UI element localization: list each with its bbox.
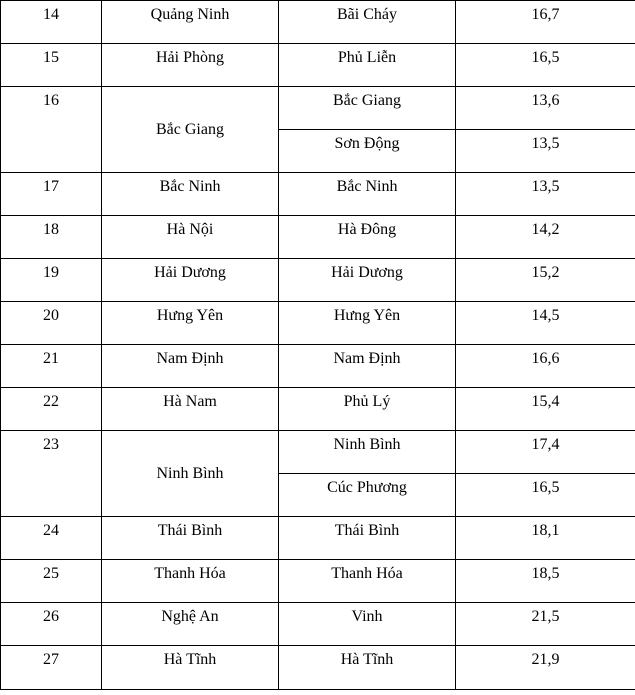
province-cell xyxy=(102,431,279,517)
row-number-cell xyxy=(1,259,102,302)
temperature-cell xyxy=(456,603,635,646)
temperature-cell xyxy=(456,302,635,345)
table-row xyxy=(1,517,635,560)
temperature-cell xyxy=(456,259,635,302)
temperature-value: 13,5 xyxy=(531,135,560,152)
temperature-cell xyxy=(456,517,635,560)
station-cell xyxy=(279,1,456,44)
temperature-value: 14,2 xyxy=(531,221,560,238)
row-number: 20 xyxy=(43,307,59,324)
province-cell xyxy=(102,646,279,690)
table-row xyxy=(1,431,635,474)
province-cell xyxy=(102,44,279,87)
row-number-cell xyxy=(1,87,102,173)
row-number: 15 xyxy=(43,49,59,66)
temperature-value: 16,6 xyxy=(531,350,560,367)
province-cell xyxy=(102,216,279,259)
province-cell xyxy=(102,302,279,345)
table-row xyxy=(1,173,635,216)
table-row xyxy=(1,216,635,259)
province-cell xyxy=(102,517,279,560)
row-number-cell xyxy=(1,1,102,44)
temperature-value: 15,4 xyxy=(531,393,560,410)
table-row xyxy=(1,388,635,431)
temperature-cell xyxy=(456,87,635,130)
table-row xyxy=(1,44,635,87)
station-cell xyxy=(279,345,456,388)
station-cell xyxy=(279,388,456,431)
province-name: Nghệ An xyxy=(161,608,219,625)
row-number-cell xyxy=(1,646,102,690)
temperature-cell xyxy=(456,345,635,388)
station-name: Hưng Yên xyxy=(333,307,401,324)
station-name: Hà Đông xyxy=(337,221,397,238)
province-name: Bắc Ninh xyxy=(159,178,221,195)
row-number-cell xyxy=(1,302,102,345)
row-number-cell xyxy=(1,216,102,259)
table-row xyxy=(1,302,635,345)
row-number: 16 xyxy=(43,92,59,109)
province-name: Ninh Bình xyxy=(156,464,224,482)
temperature-cell xyxy=(456,130,635,173)
station-name: Hải Dương xyxy=(331,264,403,281)
station-name: Thanh Hóa xyxy=(331,565,403,582)
row-number-cell xyxy=(1,431,102,517)
province-name: Hải Dương xyxy=(154,264,226,281)
province-cell xyxy=(102,388,279,431)
station-name: Phủ Liễn xyxy=(337,49,397,66)
row-number-cell xyxy=(1,603,102,646)
table-row xyxy=(1,560,635,603)
province-name: Hà Tĩnh xyxy=(163,651,217,668)
province-cell xyxy=(102,87,279,173)
table-row xyxy=(1,1,635,44)
province-name: Hà Nội xyxy=(166,221,214,238)
temperature-value: 16,5 xyxy=(531,49,560,66)
province-name: Hải Phòng xyxy=(156,49,224,66)
temperature-value: 21,9 xyxy=(531,651,560,668)
province-cell xyxy=(102,345,279,388)
station-name: Bắc Giang xyxy=(333,92,401,109)
row-number: 27 xyxy=(43,651,59,668)
station-name: Ninh Bình xyxy=(333,436,401,453)
table-body xyxy=(1,1,635,690)
temperature-value: 16,5 xyxy=(531,479,560,496)
row-number-cell xyxy=(1,345,102,388)
station-name: Phủ Lý xyxy=(343,393,391,410)
row-number-cell xyxy=(1,173,102,216)
temperature-value: 15,2 xyxy=(531,264,560,281)
station-name: Nam Định xyxy=(333,350,401,367)
station-name: Bắc Ninh xyxy=(336,178,398,195)
station-cell xyxy=(279,87,456,130)
station-name: Thái Bình xyxy=(334,522,400,539)
row-number-cell xyxy=(1,44,102,87)
row-number: 18 xyxy=(43,221,59,238)
province-name: Quảng Ninh xyxy=(150,6,230,23)
table-row xyxy=(1,646,635,690)
row-number: 19 xyxy=(43,264,59,281)
station-name: Cúc Phương xyxy=(327,479,407,496)
temperature-cell xyxy=(456,431,635,474)
temperature-value: 17,4 xyxy=(531,436,560,453)
station-name: Hà Tĩnh xyxy=(340,651,394,668)
province-name: Thanh Hóa xyxy=(154,565,226,582)
row-number-cell xyxy=(1,388,102,431)
station-cell xyxy=(279,474,456,517)
station-cell xyxy=(279,646,456,690)
temperature-cell xyxy=(456,173,635,216)
province-cell xyxy=(102,560,279,603)
temperature-value: 14,5 xyxy=(531,307,560,324)
station-cell xyxy=(279,603,456,646)
station-name: Vinh xyxy=(351,608,383,625)
station-cell xyxy=(279,259,456,302)
station-cell xyxy=(279,173,456,216)
temperature-value: 21,5 xyxy=(531,608,560,625)
temperature-cell xyxy=(456,216,635,259)
province-cell xyxy=(102,603,279,646)
station-cell xyxy=(279,517,456,560)
temperature-cell xyxy=(456,388,635,431)
row-number-cell xyxy=(1,517,102,560)
table-row xyxy=(1,345,635,388)
station-cell xyxy=(279,302,456,345)
province-cell xyxy=(102,173,279,216)
temperature-cell xyxy=(456,1,635,44)
table-row xyxy=(1,87,635,130)
row-number: 24 xyxy=(43,522,59,539)
province-cell xyxy=(102,1,279,44)
temperature-value: 18,1 xyxy=(531,522,560,539)
temperature-value: 18,5 xyxy=(531,565,560,582)
province-name: Nam Định xyxy=(156,350,224,367)
station-cell xyxy=(279,130,456,173)
temperature-cell xyxy=(456,44,635,87)
row-number: 25 xyxy=(43,565,59,582)
station-cell xyxy=(279,431,456,474)
table-row xyxy=(1,603,635,646)
station-cell xyxy=(279,560,456,603)
province-name: Hà Nam xyxy=(163,393,217,410)
row-number: 14 xyxy=(43,6,59,23)
row-number: 23 xyxy=(43,436,59,453)
temperature-value: 13,5 xyxy=(531,178,560,195)
temperature-cell xyxy=(456,560,635,603)
table-row xyxy=(1,259,635,302)
station-cell xyxy=(279,216,456,259)
row-number: 22 xyxy=(43,393,59,410)
province-name: Thái Bình xyxy=(157,522,223,539)
row-number: 21 xyxy=(43,350,59,367)
province-name: Bắc Giang xyxy=(156,120,224,138)
row-number: 17 xyxy=(43,178,59,195)
province-cell xyxy=(102,259,279,302)
station-cell xyxy=(279,44,456,87)
temperature-cell xyxy=(456,474,635,517)
station-name: Sơn Động xyxy=(334,135,400,152)
temperature-value: 16,7 xyxy=(531,6,560,23)
province-name: Hưng Yên xyxy=(156,307,224,324)
temperature-cell xyxy=(456,646,635,690)
temperature-value: 13,6 xyxy=(531,92,560,109)
row-number: 26 xyxy=(43,608,59,625)
station-name: Bãi Cháy xyxy=(337,6,397,23)
row-number-cell xyxy=(1,560,102,603)
